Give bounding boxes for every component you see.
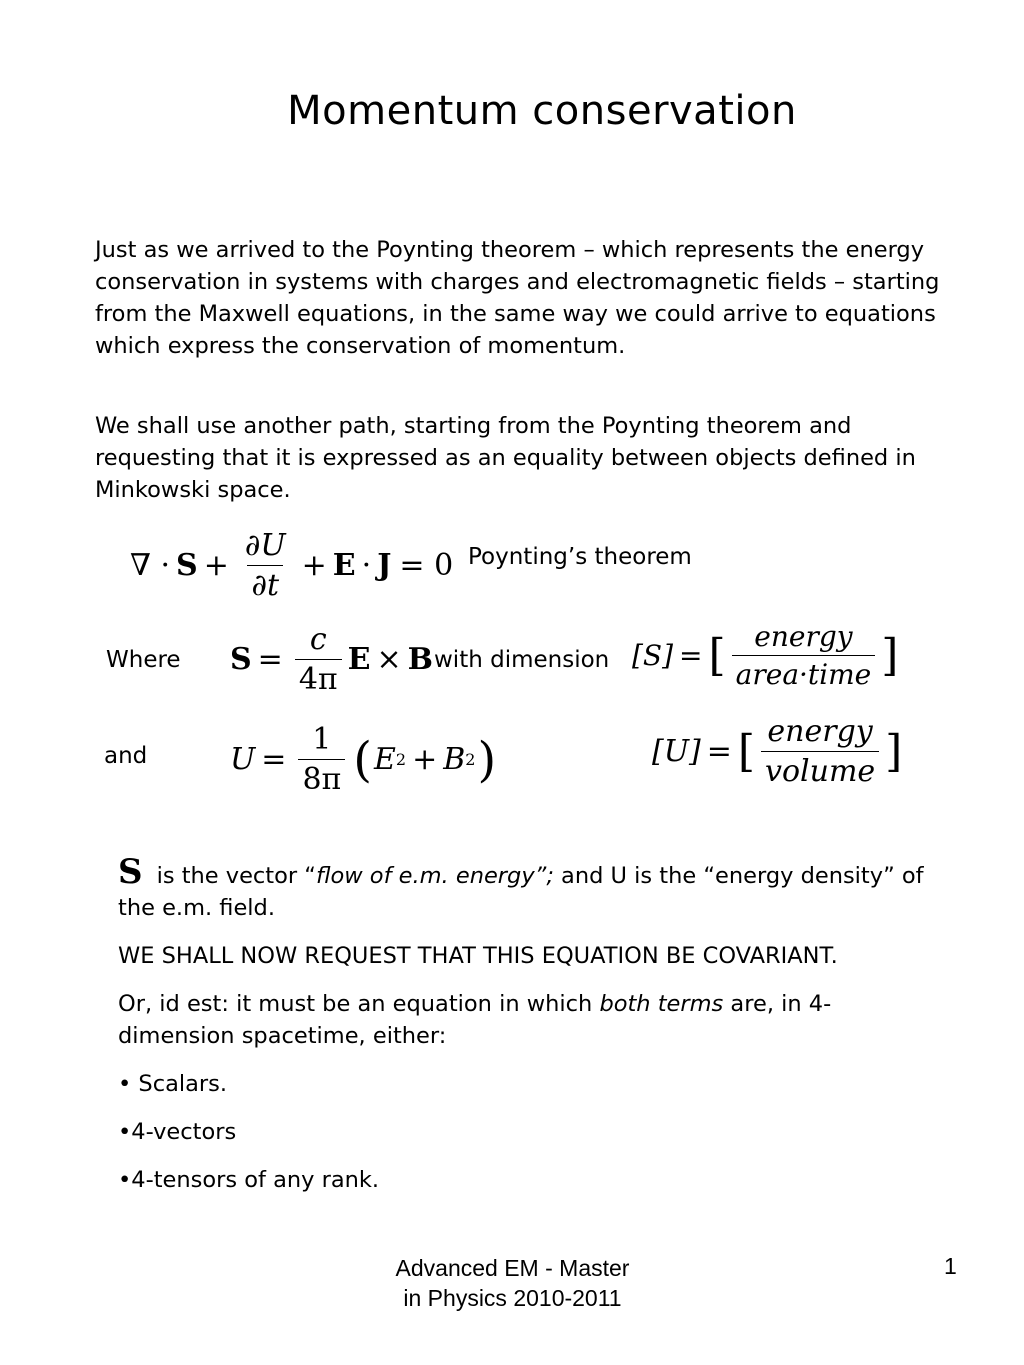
dot-operator: · xyxy=(361,548,372,583)
u-dimension: [U] xyxy=(652,734,701,769)
one-over-8pi-fraction xyxy=(298,722,345,797)
equals-sign: = xyxy=(261,742,287,777)
with-dimension-label: with dimension xyxy=(434,647,610,673)
bullet-4-tensors: •4-tensors of any rank. xyxy=(118,1167,380,1193)
e-exponent: 2 xyxy=(395,750,407,769)
b-exponent: 2 xyxy=(465,750,476,769)
slide-title: Momentum conservation xyxy=(287,88,797,134)
equals-sign: = xyxy=(706,734,732,769)
u-dimension-equation xyxy=(652,714,902,789)
s-description-italic: flow of e.m. energy”; xyxy=(315,863,554,889)
energy-numerator: energy xyxy=(754,620,853,653)
terms-requirement xyxy=(118,988,938,1052)
electric-field-symbol: E xyxy=(332,548,356,583)
poynting-equation xyxy=(130,528,453,603)
poynting-theorem-label: Poynting’s theorem xyxy=(468,544,692,570)
poynting-vector-symbol: S xyxy=(176,548,198,583)
close-bracket: ] xyxy=(885,725,903,777)
poynting-vector-equation xyxy=(230,622,433,697)
dt-denominator: ∂t xyxy=(247,565,283,603)
energy-per-volume-fraction xyxy=(761,714,879,789)
bullet-scalars: • Scalars. xyxy=(118,1071,228,1097)
volume-denominator: volume xyxy=(761,751,879,789)
cross-operator: × xyxy=(376,642,402,677)
s-description xyxy=(118,852,938,924)
b-symbol: B xyxy=(443,742,466,777)
open-bracket: [ xyxy=(737,725,756,777)
eight-pi-denominator: 8π xyxy=(298,759,345,797)
time-derivative-fraction xyxy=(241,528,290,603)
plus-sign: + xyxy=(412,742,438,777)
open-paren: ( xyxy=(353,731,372,788)
equals-sign: = xyxy=(257,642,283,677)
area-time-denominator: area·time xyxy=(732,655,876,691)
s-description-b: and U is the “energy density” of the e.m. field. xyxy=(118,863,924,921)
and-label: and xyxy=(104,743,148,769)
plus-sign: + xyxy=(203,548,229,583)
close-paren: ) xyxy=(477,731,497,788)
footer-course xyxy=(340,1253,685,1313)
covariance-request: WE SHALL NOW REQUEST THAT THIS EQUATION BE COVARIANT. xyxy=(118,943,838,969)
terms-requirement-italic: both terms xyxy=(599,991,724,1017)
bullet-4-vectors: •4-vectors xyxy=(118,1119,237,1145)
s-dimension-equation xyxy=(632,620,898,691)
open-bracket: [ xyxy=(708,629,726,681)
energy-density-equation xyxy=(230,722,498,797)
footer-line-2: in Physics 2010-2011 xyxy=(403,1285,622,1311)
s-symbol: S xyxy=(118,852,143,892)
dU-numerator: ∂U xyxy=(244,528,286,563)
c-numerator: c xyxy=(309,622,327,657)
energy-per-area-time-fraction xyxy=(732,620,876,691)
close-bracket: ] xyxy=(881,629,899,681)
s-description-a: is the vector “ xyxy=(156,863,316,889)
equals-zero: = 0 xyxy=(399,548,454,583)
four-pi-denominator: 4π xyxy=(295,659,342,697)
c-over-4pi-fraction xyxy=(295,622,342,697)
e-symbol: E xyxy=(373,742,396,777)
energy-density-symbol: U xyxy=(230,742,256,777)
one-numerator: 1 xyxy=(312,722,332,757)
poynting-vector-symbol: S xyxy=(230,642,252,677)
intro-paragraph: Just as we arrived to the Poynting theorem – which represents the energy conservation in systems with charges and electromagnetic fields – starting from the Maxwell equations, in the same way we could arrive to equations which express the conservation of momentum. xyxy=(95,237,940,359)
where-label: Where xyxy=(106,647,181,673)
plus-sign: + xyxy=(301,548,327,583)
energy-numerator: energy xyxy=(767,714,873,749)
electric-field-symbol: E xyxy=(347,642,371,677)
page-number: 1 xyxy=(944,1253,957,1279)
equals-sign: = xyxy=(679,639,703,672)
method-paragraph: We shall use another path, starting from the Poynting theorem and requesting that it is expressed as an equality between objects defined in Minkowski space. xyxy=(95,413,916,503)
magnetic-field-symbol: B xyxy=(407,642,433,677)
s-dimension: [S] xyxy=(632,639,674,672)
terms-requirement-a: Or, id est: it must be an equation in which xyxy=(118,991,600,1017)
terms-requirement-b: are, in 4-dimension spacetime, either: xyxy=(118,991,832,1049)
nabla-dot: ∇ · xyxy=(130,548,171,583)
lower-text-block xyxy=(118,852,938,1196)
footer-line-1: Advanced EM - Master xyxy=(395,1255,630,1281)
current-density-symbol: J xyxy=(377,548,392,583)
